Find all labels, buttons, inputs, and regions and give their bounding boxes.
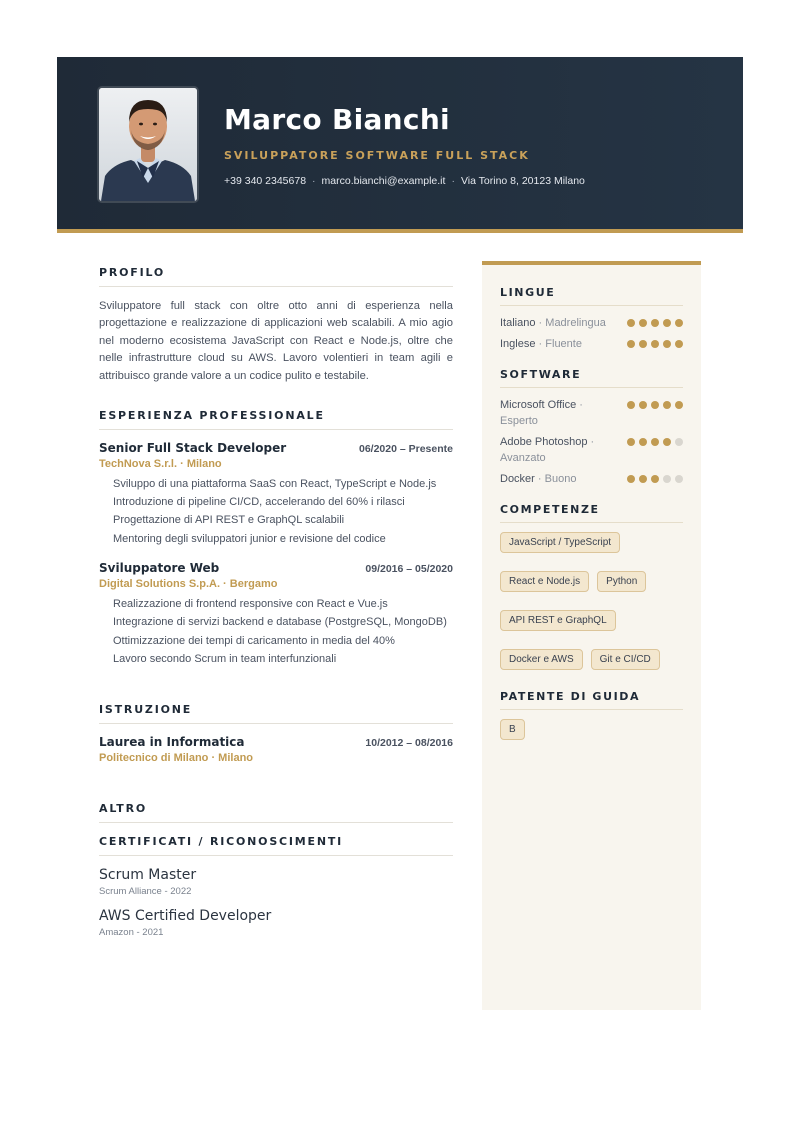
school-name: Politecnico di Milano · Milano — [99, 752, 254, 765]
software-level: Esperto — [500, 415, 538, 427]
software-level: Avanzato — [500, 452, 546, 464]
software-name: Adobe Photoshop — [500, 436, 588, 448]
license-section — [500, 690, 683, 740]
software-section — [500, 368, 683, 487]
rating-dots — [627, 471, 683, 483]
education-section — [99, 703, 453, 764]
postal-address: Via Torino 8, 20123 Milano — [460, 175, 585, 187]
license-tag: B — [500, 719, 525, 740]
license-tags — [500, 719, 683, 740]
rating-dot-filled — [663, 401, 671, 409]
software-row — [500, 471, 683, 487]
rating-dots — [627, 315, 683, 327]
degree-title: Laurea in Informatica — [99, 735, 245, 750]
portrait-illustration — [99, 88, 197, 201]
job-bullets — [99, 596, 453, 667]
rating-dots — [627, 336, 683, 348]
language-label: Italiano · Madrelingua — [500, 317, 606, 329]
contact-separator: · — [312, 175, 316, 187]
resume-header — [57, 57, 743, 233]
main-column — [99, 266, 453, 938]
rating-dot-filled — [651, 475, 659, 483]
skill-tag: React e Node.js — [500, 571, 589, 592]
rating-dots — [627, 397, 683, 409]
software-level: Buono — [544, 473, 577, 485]
certificate-item — [99, 867, 453, 897]
rating-dot-filled — [675, 319, 683, 327]
candidate-name: Marco Bianchi — [224, 103, 450, 136]
language-name: Italiano — [500, 317, 536, 329]
job-bullet: Lavoro secondo Scrum in team interfunzionali — [113, 652, 337, 665]
rating-dot-filled — [651, 319, 659, 327]
language-row — [500, 315, 683, 331]
section-heading-skills: COMPETENZE — [500, 503, 683, 523]
profile-summary: Sviluppatore full stack con oltre otto anni di esperienza nella progettazione e realizzazione di applicazioni web scalabili. A mio agio nel moderno ecosistema JavaScript con React e Node.js, oltre che nelle infrastrutture cloud su AWS. Lavoro volentieri in team agili e attribuisco grande valore a un codice pulito e testabile. — [99, 300, 453, 382]
job-bullet: Integrazione di servizi backend e database (PostgreSQL, MongoDB) — [113, 616, 447, 629]
profile-section — [99, 266, 453, 385]
rating-dot-filled — [639, 438, 647, 446]
certificate-name: Scrum Master — [99, 867, 197, 884]
software-label: Adobe Photoshop · Avanzato — [500, 436, 595, 464]
skills-section — [500, 503, 683, 670]
job-bullet: Introduzione di pipeline CI/CD, accelerando del 60% i rilasci — [113, 496, 405, 509]
rating-dot-filled — [651, 401, 659, 409]
job-bullet: Sviluppo di una piattaforma SaaS con React, TypeScript e Node.js — [113, 478, 437, 491]
rating-dot-filled — [651, 438, 659, 446]
skill-tags — [500, 532, 683, 670]
phone-number[interactable]: +39 340 2345678 — [224, 175, 307, 187]
job-dates: 09/2016 – 05/2020 — [365, 563, 453, 576]
section-heading-experience: ESPERIENZA PROFESSIONALE — [99, 409, 453, 430]
email-address[interactable]: marco.bianchi@example.it — [321, 175, 446, 187]
rating-dot-filled — [651, 340, 659, 348]
contact-separator: · — [451, 175, 455, 187]
job-bullet: Realizzazione di frontend responsive con React e Vue.js — [113, 598, 388, 611]
certificate-name: AWS Certified Developer — [99, 908, 272, 925]
language-row — [500, 336, 683, 352]
skill-tag: Git e CI/CD — [591, 649, 660, 670]
rating-dot-filled — [663, 340, 671, 348]
contact-line — [224, 175, 585, 187]
rating-dot-filled — [627, 401, 635, 409]
skill-tag: API REST e GraphQL — [500, 610, 616, 631]
rating-dot-filled — [627, 475, 635, 483]
software-label: Docker · Buono — [500, 473, 577, 485]
section-heading-license: PATENTE DI GUIDA — [500, 690, 683, 710]
section-heading-other: ALTRO — [99, 802, 453, 823]
job-bullet: Mentoring degli sviluppatori junior e revisione del codice — [113, 532, 386, 545]
profile-photo — [99, 88, 197, 201]
section-heading-profile: PROFILO — [99, 266, 453, 287]
rating-dot-filled — [675, 340, 683, 348]
section-heading-software: SOFTWARE — [500, 368, 683, 388]
section-heading-certificates: CERTIFICATI / RICONOSCIMENTI — [99, 835, 453, 856]
software-row — [500, 434, 683, 466]
section-heading-languages: LINGUE — [500, 286, 683, 306]
rating-dot-filled — [627, 319, 635, 327]
software-row — [500, 397, 683, 429]
rating-dot-filled — [639, 340, 647, 348]
job-company: Digital Solutions S.p.A. · Bergamo — [99, 578, 278, 591]
language-label: Inglese · Fluente — [500, 338, 582, 350]
languages-section — [500, 286, 683, 352]
job-bullet: Ottimizzazione dei tempi di caricamento in media del 40% — [113, 634, 395, 647]
experience-item — [99, 441, 453, 547]
software-label: Microsoft Office · Esperto — [500, 399, 583, 427]
skill-tag: JavaScript / TypeScript — [500, 532, 620, 553]
job-bullets — [99, 476, 453, 547]
language-level: Fluente — [545, 338, 582, 350]
language-name: Inglese — [500, 338, 536, 350]
rating-dot-filled — [639, 475, 647, 483]
rating-dot-empty — [675, 438, 683, 446]
rating-dots — [627, 434, 683, 446]
rating-dot-filled — [639, 319, 647, 327]
section-heading-education: ISTRUZIONE — [99, 703, 453, 724]
rating-dot-empty — [675, 475, 683, 483]
job-company: TechNova S.r.l. · Milano — [99, 458, 222, 471]
sidebar — [482, 261, 701, 1010]
certificate-issuer: Amazon - 2021 — [99, 927, 164, 939]
software-name: Microsoft Office — [500, 399, 577, 411]
education-item — [99, 735, 453, 764]
rating-dot-filled — [627, 340, 635, 348]
language-level: Madrelingua — [545, 317, 606, 329]
other-section — [99, 802, 453, 938]
job-role: Sviluppatore Web — [99, 561, 220, 576]
rating-dot-filled — [675, 401, 683, 409]
certificate-item — [99, 908, 453, 938]
job-role: Senior Full Stack Developer — [99, 441, 287, 456]
job-dates: 06/2020 – Presente — [359, 443, 453, 456]
skill-tag: Python — [597, 571, 646, 592]
rating-dot-filled — [639, 401, 647, 409]
skill-tag: Docker e AWS — [500, 649, 583, 670]
experience-item — [99, 561, 453, 667]
job-bullet: Progettazione di API REST e GraphQL scalabili — [113, 514, 345, 527]
software-name: Docker — [500, 473, 535, 485]
rating-dot-empty — [663, 475, 671, 483]
education-dates: 10/2012 – 08/2016 — [365, 737, 453, 750]
candidate-job-title: SVILUPPATORE SOFTWARE FULL STACK — [224, 149, 530, 162]
rating-dot-filled — [627, 438, 635, 446]
rating-dot-filled — [663, 319, 671, 327]
rating-dot-filled — [663, 438, 671, 446]
certificate-issuer: Scrum Alliance - 2022 — [99, 886, 192, 898]
experience-section — [99, 409, 453, 667]
